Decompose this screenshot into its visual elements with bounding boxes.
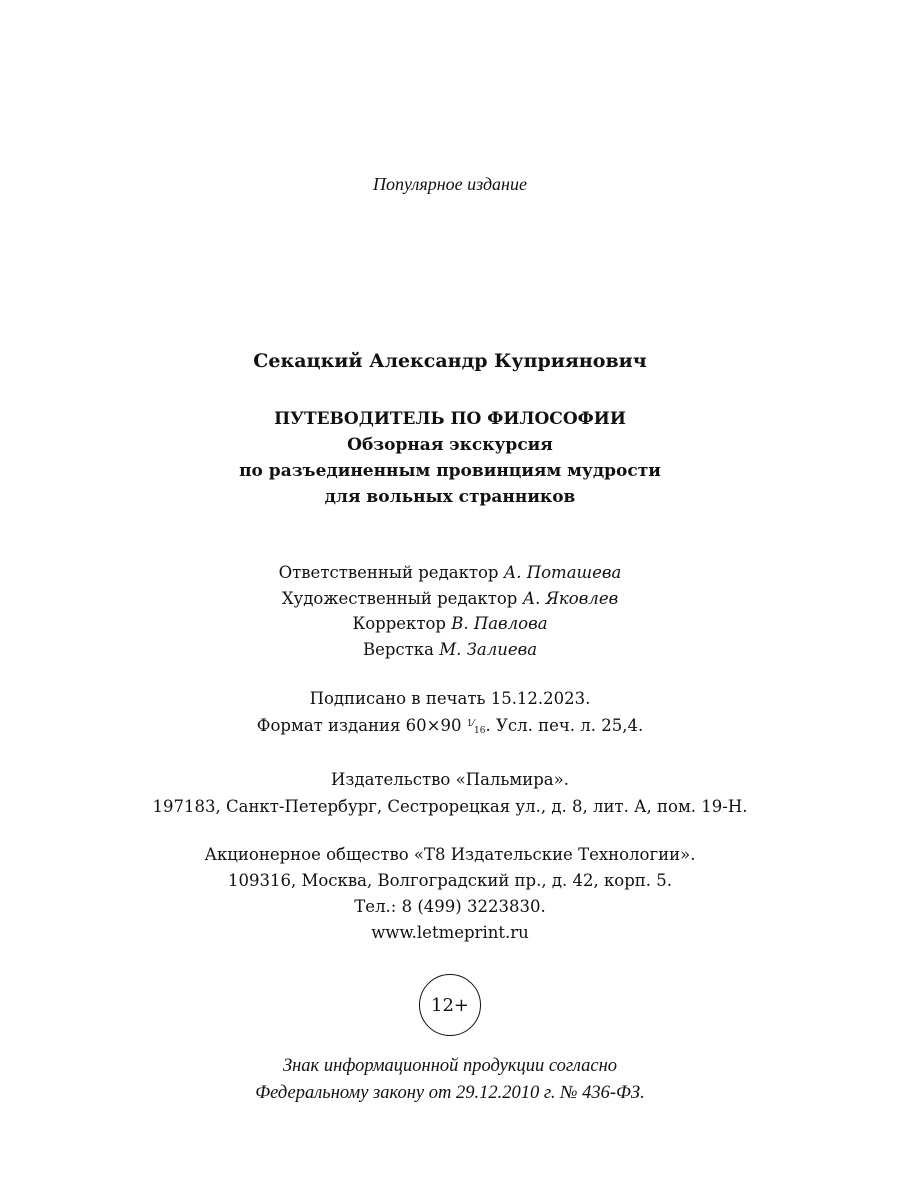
credit-line bbox=[0, 637, 900, 663]
printer-name: Акционерное общество «Т8 Издательские Технологии». bbox=[204, 845, 696, 864]
book-title-block bbox=[0, 406, 900, 510]
credit-line bbox=[0, 586, 900, 612]
credit-role: Ответственный редактор bbox=[278, 563, 499, 582]
credit-role: Корректор bbox=[352, 614, 446, 633]
book-title: ПУТЕВОДИТЕЛЬ ПО ФИЛОСОФИИ bbox=[274, 409, 626, 429]
format-suffix: . Усл. печ. л. 25,4. bbox=[485, 716, 644, 735]
info-product-notice bbox=[0, 1053, 900, 1107]
printer-address: 109316, Москва, Волгоградский пр., д. 42, корп. 5. bbox=[227, 871, 673, 890]
printer-phone: Тел.: 8 (499) 3223830. bbox=[354, 897, 546, 916]
subtitle-line: для вольных странников bbox=[324, 487, 576, 507]
credit-person: М. Залиева bbox=[439, 639, 538, 659]
credit-role: Художественный редактор bbox=[281, 588, 518, 608]
printer-website: www.letmeprint.ru bbox=[371, 923, 529, 942]
publisher-name: Издательство «Пальмира». bbox=[331, 770, 569, 789]
credit-person: А. Яковлев bbox=[522, 588, 619, 608]
credit-line bbox=[0, 611, 900, 637]
edition-type: Популярное издание bbox=[373, 174, 527, 194]
printer-block bbox=[0, 842, 900, 946]
subtitle-line: Обзорная экскурсия bbox=[347, 435, 553, 455]
credits-block bbox=[0, 560, 900, 662]
format-fraction: 1⁄16 bbox=[466, 719, 486, 736]
fraction-denominator: 16 bbox=[474, 726, 486, 736]
subtitle-line: по разъединенным провинциям мудрости bbox=[239, 461, 661, 481]
format-line bbox=[0, 712, 900, 739]
notice-line: Федеральному закону от 29.12.2010 г. № 436-ФЗ. bbox=[255, 1083, 645, 1103]
signed-to-print: Подписано в печать 15.12.2023. bbox=[309, 689, 591, 708]
print-info-block bbox=[0, 685, 900, 739]
credit-line bbox=[0, 560, 900, 586]
format-prefix: Формат издания 60×90 bbox=[256, 716, 462, 735]
credit-role: Верстка bbox=[362, 639, 434, 659]
publisher-address: 197183, Санкт-Петербург, Сестрорецкая ул., д. 8, лит. А, пом. 19-Н. bbox=[152, 797, 748, 816]
publisher-block bbox=[0, 766, 900, 820]
credit-person: А. Поташева bbox=[503, 563, 622, 582]
age-rating-badge bbox=[419, 974, 481, 1036]
fraction-numerator: 1 bbox=[466, 719, 473, 729]
author-name: Секацкий Александр Куприянович bbox=[253, 350, 647, 372]
notice-line: Знак информационной продукции согласно bbox=[282, 1056, 618, 1076]
age-rating-label: 12+ bbox=[431, 994, 469, 1016]
credit-person: В. Павлова bbox=[451, 614, 548, 633]
